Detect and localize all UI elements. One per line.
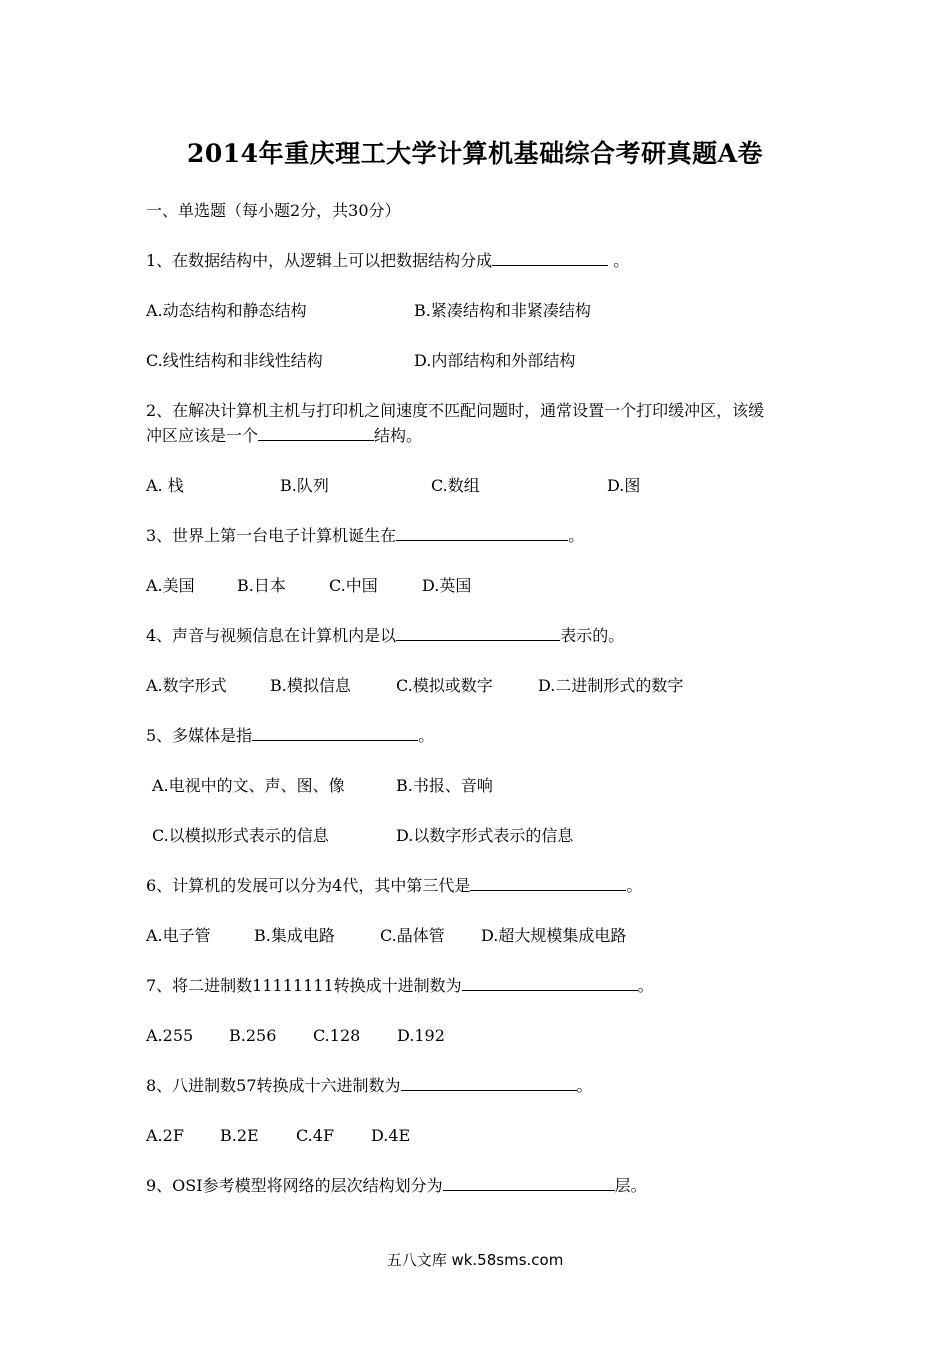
q8-options bbox=[146, 1126, 410, 1146]
answer-blank bbox=[401, 1076, 577, 1091]
question-1 bbox=[146, 251, 629, 271]
q4-options bbox=[146, 676, 683, 696]
question-5 bbox=[146, 726, 434, 746]
option-a: A.2F bbox=[146, 1126, 184, 1145]
option-d: D.以数字形式表示的信息 bbox=[396, 826, 574, 845]
question-end: 。 bbox=[608, 251, 630, 270]
question-text: 1、在数据结构中，从逻辑上可以把数据结构分成 bbox=[146, 251, 493, 270]
question-text: 7、将二进制数11111111转换成十进制数为 bbox=[146, 976, 462, 995]
question-end: 。 bbox=[568, 526, 585, 545]
answer-blank bbox=[443, 1176, 615, 1191]
option-c: C.128 bbox=[313, 1026, 361, 1045]
option-d: D.英国 bbox=[422, 576, 472, 595]
question-text: 5、多媒体是指 bbox=[146, 726, 253, 745]
question-6 bbox=[146, 876, 642, 896]
option-b: B.2E bbox=[220, 1126, 259, 1145]
question-end: 。 bbox=[637, 976, 654, 995]
question-end: 。 bbox=[418, 726, 435, 745]
option-d: D.内部结构和外部结构 bbox=[414, 351, 576, 370]
option-d: D.192 bbox=[397, 1026, 445, 1045]
question-end: 层。 bbox=[614, 1176, 647, 1195]
answer-blank bbox=[396, 626, 560, 641]
question-8 bbox=[146, 1076, 593, 1096]
footer-watermark: 五八文库 wk.58sms.com bbox=[386, 1251, 564, 1269]
question-end: 。 bbox=[626, 876, 643, 895]
answer-blank bbox=[492, 251, 608, 266]
answer-blank bbox=[470, 876, 626, 891]
option-b: B.队列 bbox=[280, 476, 329, 495]
question-end: 表示的。 bbox=[560, 626, 625, 645]
option-d: D.二进制形式的数字 bbox=[538, 676, 684, 695]
page-title: 2014年重庆理工大学计算机基础综合考研真题A卷 bbox=[187, 139, 763, 168]
option-a: A.数字形式 bbox=[146, 676, 227, 695]
question-end: 结构。 bbox=[374, 426, 423, 445]
question-2: 2、在解决计算机主机与打印机之间速度不匹配问题时，通常设置一个打印缓冲区，该缓 bbox=[146, 401, 765, 420]
answer-blank bbox=[252, 726, 418, 741]
q5-options-row1 bbox=[152, 776, 493, 796]
option-a: A.255 bbox=[146, 1026, 194, 1045]
q3-options bbox=[146, 576, 471, 596]
option-a: A.动态结构和静态结构 bbox=[146, 301, 307, 320]
option-a: A.美国 bbox=[146, 576, 195, 595]
option-d: D.图 bbox=[607, 476, 641, 495]
q6-options bbox=[146, 926, 626, 946]
option-b: B.模拟信息 bbox=[270, 676, 351, 695]
option-b: B.集成电路 bbox=[254, 926, 335, 945]
option-c: C.模拟或数字 bbox=[396, 676, 493, 695]
question-end: 。 bbox=[576, 1076, 593, 1095]
option-c: C.数组 bbox=[431, 476, 480, 495]
question-text: 8、八进制数57转换成十六进制数为 bbox=[146, 1076, 401, 1095]
option-a: A.电视中的文、声、图、像 bbox=[152, 776, 345, 795]
option-c: C.线性结构和非线性结构 bbox=[146, 351, 323, 370]
option-b: B.紧凑结构和非紧凑结构 bbox=[414, 301, 591, 320]
question-text: 6、计算机的发展可以分为4代，其中第三代是 bbox=[146, 876, 471, 895]
option-c: C.4F bbox=[296, 1126, 335, 1145]
question-7 bbox=[146, 976, 654, 996]
question-text: 4、声音与视频信息在计算机内是以 bbox=[146, 626, 397, 645]
answer-blank bbox=[462, 976, 638, 991]
option-d: D.超大规模集成电路 bbox=[481, 926, 627, 945]
question-9 bbox=[146, 1176, 647, 1196]
option-a: A. 栈 bbox=[146, 476, 184, 495]
option-b: B.书报、音响 bbox=[396, 776, 493, 795]
option-b: B.256 bbox=[229, 1026, 277, 1045]
q2-options bbox=[146, 476, 640, 496]
question-text: 3、世界上第一台电子计算机诞生在 bbox=[146, 526, 397, 545]
q7-options bbox=[146, 1026, 445, 1046]
option-a: A.电子管 bbox=[146, 926, 211, 945]
answer-blank bbox=[258, 426, 374, 441]
option-d: D.4E bbox=[371, 1126, 411, 1145]
question-text: 冲区应该是一个 bbox=[146, 426, 259, 445]
question-2-cont bbox=[146, 426, 422, 446]
question-text: 9、OSI参考模型将网络的层次结构划分为 bbox=[146, 1176, 443, 1195]
option-b: B.日本 bbox=[237, 576, 286, 595]
option-c: C.中国 bbox=[329, 576, 378, 595]
q1-options-row1 bbox=[146, 301, 591, 321]
option-c: C.以模拟形式表示的信息 bbox=[152, 826, 329, 845]
question-4 bbox=[146, 626, 624, 646]
section-heading: 一、单选题（每小题2分，共30分） bbox=[146, 201, 401, 220]
answer-blank bbox=[396, 526, 568, 541]
q5-options-row2 bbox=[152, 826, 573, 846]
option-c: C.晶体管 bbox=[380, 926, 445, 945]
question-3 bbox=[146, 526, 584, 546]
q1-options-row2 bbox=[146, 351, 575, 371]
